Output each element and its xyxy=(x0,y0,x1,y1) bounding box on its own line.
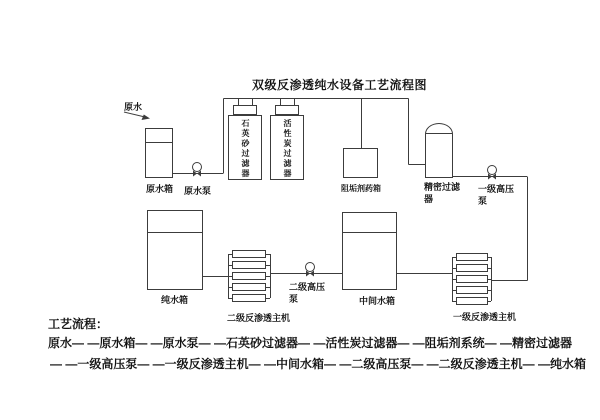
raw-water-tank xyxy=(145,128,173,178)
vessel-dome-line xyxy=(426,133,452,134)
precision-filter-label: 精密过滤器 xyxy=(424,182,461,205)
pure-water-tank-label: 纯水箱 xyxy=(161,295,189,305)
membrane-element xyxy=(232,261,266,269)
stage2-ro-unit-label: 二级反渗透主机 xyxy=(227,313,291,323)
activated-carbon-filter-cap xyxy=(275,105,299,115)
membrane-element xyxy=(456,275,488,283)
stage1-ro-unit-label: 一级反渗透主机 xyxy=(453,312,517,322)
quartz-sand-filter-cap xyxy=(233,105,257,115)
tank-level-line xyxy=(148,232,202,233)
membrane-element xyxy=(456,286,488,294)
raw-water-pump-icon xyxy=(193,163,202,177)
tank-level-line xyxy=(146,142,172,143)
process-flow-line-2: — —一级高压泵— —一级反渗透主机— —中间水箱— —二级高压泵— —二级反渗透主机— —纯水箱 xyxy=(50,357,587,371)
membrane-element xyxy=(456,253,488,261)
stage1-hp-pump-label: 一级高压泵 xyxy=(478,184,515,207)
raw-water-pump-label: 原水泵 xyxy=(184,186,212,196)
membrane-element xyxy=(232,283,266,291)
membrane-element xyxy=(232,272,266,280)
diagram-title: 双级反渗透纯水设备工艺流程图 xyxy=(252,78,428,92)
stage2-hp-pump-label: 二级高压泵 xyxy=(289,282,326,305)
process-flow-heading: 工艺流程： xyxy=(48,317,109,331)
tank-level-line xyxy=(343,232,396,233)
feed-arrow-icon xyxy=(124,112,150,120)
activated-carbon-filter-label: 活性炭过滤器 xyxy=(283,119,292,179)
membrane-element xyxy=(232,250,266,258)
antiscalant-dosing-box-label: 阻垢剂药箱 xyxy=(341,184,381,193)
quartz-sand-filter-label: 石英砂过滤器 xyxy=(241,119,250,179)
precision-filter xyxy=(425,123,453,178)
feed-water-label: 原水 xyxy=(124,102,143,112)
raw-water-tank-label: 原水箱 xyxy=(146,184,174,194)
stage1-hp-pump-icon xyxy=(488,166,497,180)
membrane-element xyxy=(456,264,488,272)
stage2-hp-pump-icon xyxy=(306,263,315,277)
membrane-element xyxy=(456,297,488,305)
antiscalant-dosing-box xyxy=(343,148,378,178)
intermediate-water-tank xyxy=(342,212,397,290)
process-flow-line-1: 原水— —原水箱— —原水泵— —石英砂过滤器— —活性炭过滤器— —阻垢剂系统— —精密过滤器 xyxy=(48,336,573,350)
intermediate-water-tank-label: 中间水箱 xyxy=(359,296,396,306)
pure-water-tank xyxy=(147,210,203,290)
membrane-element xyxy=(232,294,266,302)
